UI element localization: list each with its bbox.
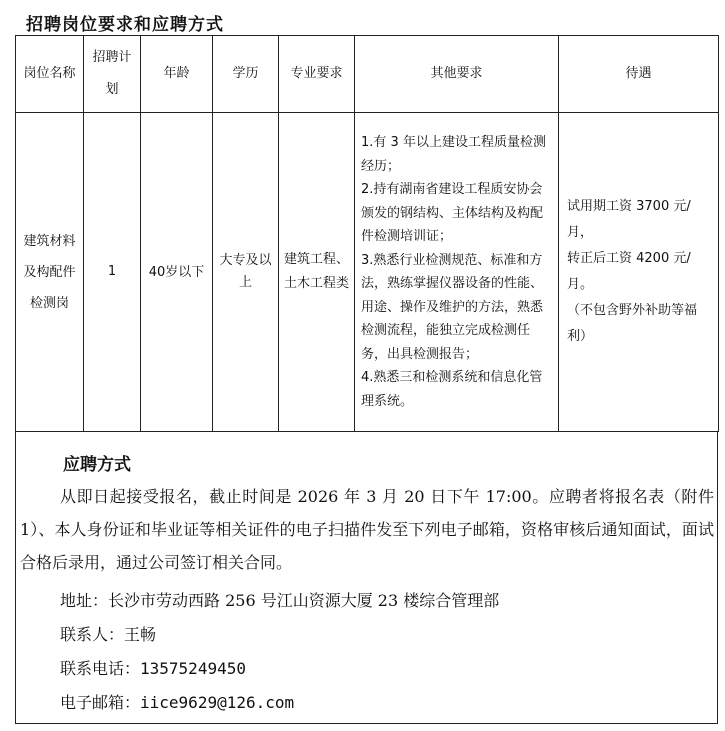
page-title: 招聘岗位要求和应聘方式 bbox=[26, 15, 224, 35]
pay-note: （不包含野外补助等福利） bbox=[567, 303, 698, 344]
position-cell: 建筑材料及构配件检测岗 bbox=[16, 113, 84, 432]
header-position: 岗位名称 bbox=[16, 36, 84, 113]
requirement-item: 3.熟悉行业检测规范、标准和方法，熟练掌握仪器设备的性能、用途、操作及维护的方法，熟悉检测流程，能独立完成检测任务，出具检测报告； bbox=[361, 252, 544, 362]
education-cell: 大专及以上 bbox=[213, 113, 279, 432]
address-line: 地址：长沙市劳动西路 256 号江山资源大厦 23 楼综合管理部 bbox=[60, 591, 500, 610]
header-other: 其他要求 bbox=[355, 36, 559, 113]
table-header-row bbox=[16, 36, 719, 113]
count-cell: 1 bbox=[84, 113, 141, 432]
email-line bbox=[60, 690, 294, 713]
pay-probation: 试用期工资 3700 元/月， bbox=[567, 199, 691, 240]
major-cell: 建筑工程、土木工程类 bbox=[279, 113, 355, 432]
pay-regular: 转正后工资 4200 元/月。 bbox=[567, 251, 691, 292]
contact-line: 联系人：王畅 bbox=[60, 625, 157, 644]
apply-paragraph: 从即日起接受报名，截止时间是 2026 年 3 月 20 日下午 17:00。应聘者将报名表（附件 1）、本人身份证和毕业证等相关证件的电子扫描件发至下列电子邮箱，资格审核后通知面试，面试合格后录用，通过公司签订相关合同。 bbox=[20, 487, 714, 572]
email-address: iice9629@126.com bbox=[140, 693, 295, 712]
requirement-item: 2.持有湖南省建设工程质安协会颁发的钢结构、主体结构及构配件检测培训证； bbox=[361, 182, 544, 244]
requirement-item: 1.有 3 年以上建设工程质量检测经历； bbox=[361, 135, 546, 174]
phone-label: 联系电话： bbox=[60, 659, 141, 678]
email-label: 电子邮箱： bbox=[60, 693, 141, 712]
table-row bbox=[16, 113, 719, 432]
recruitment-table bbox=[15, 35, 719, 432]
apply-section bbox=[15, 432, 718, 724]
phone-line bbox=[60, 656, 246, 679]
header-education: 学历 bbox=[213, 36, 279, 113]
pay-cell bbox=[559, 113, 719, 432]
header-major: 专业要求 bbox=[279, 36, 355, 113]
age-cell: 40岁以下 bbox=[141, 113, 213, 432]
phone-number: 13575249450 bbox=[140, 659, 246, 678]
header-count: 招聘计划 bbox=[84, 36, 141, 113]
other-requirements-cell bbox=[355, 113, 559, 432]
header-age: 年龄 bbox=[141, 36, 213, 113]
apply-title: 应聘方式 bbox=[63, 455, 131, 475]
requirement-item: 4.熟悉三和检测系统和信息化管理系统。 bbox=[361, 370, 543, 409]
header-pay: 待遇 bbox=[559, 36, 719, 113]
